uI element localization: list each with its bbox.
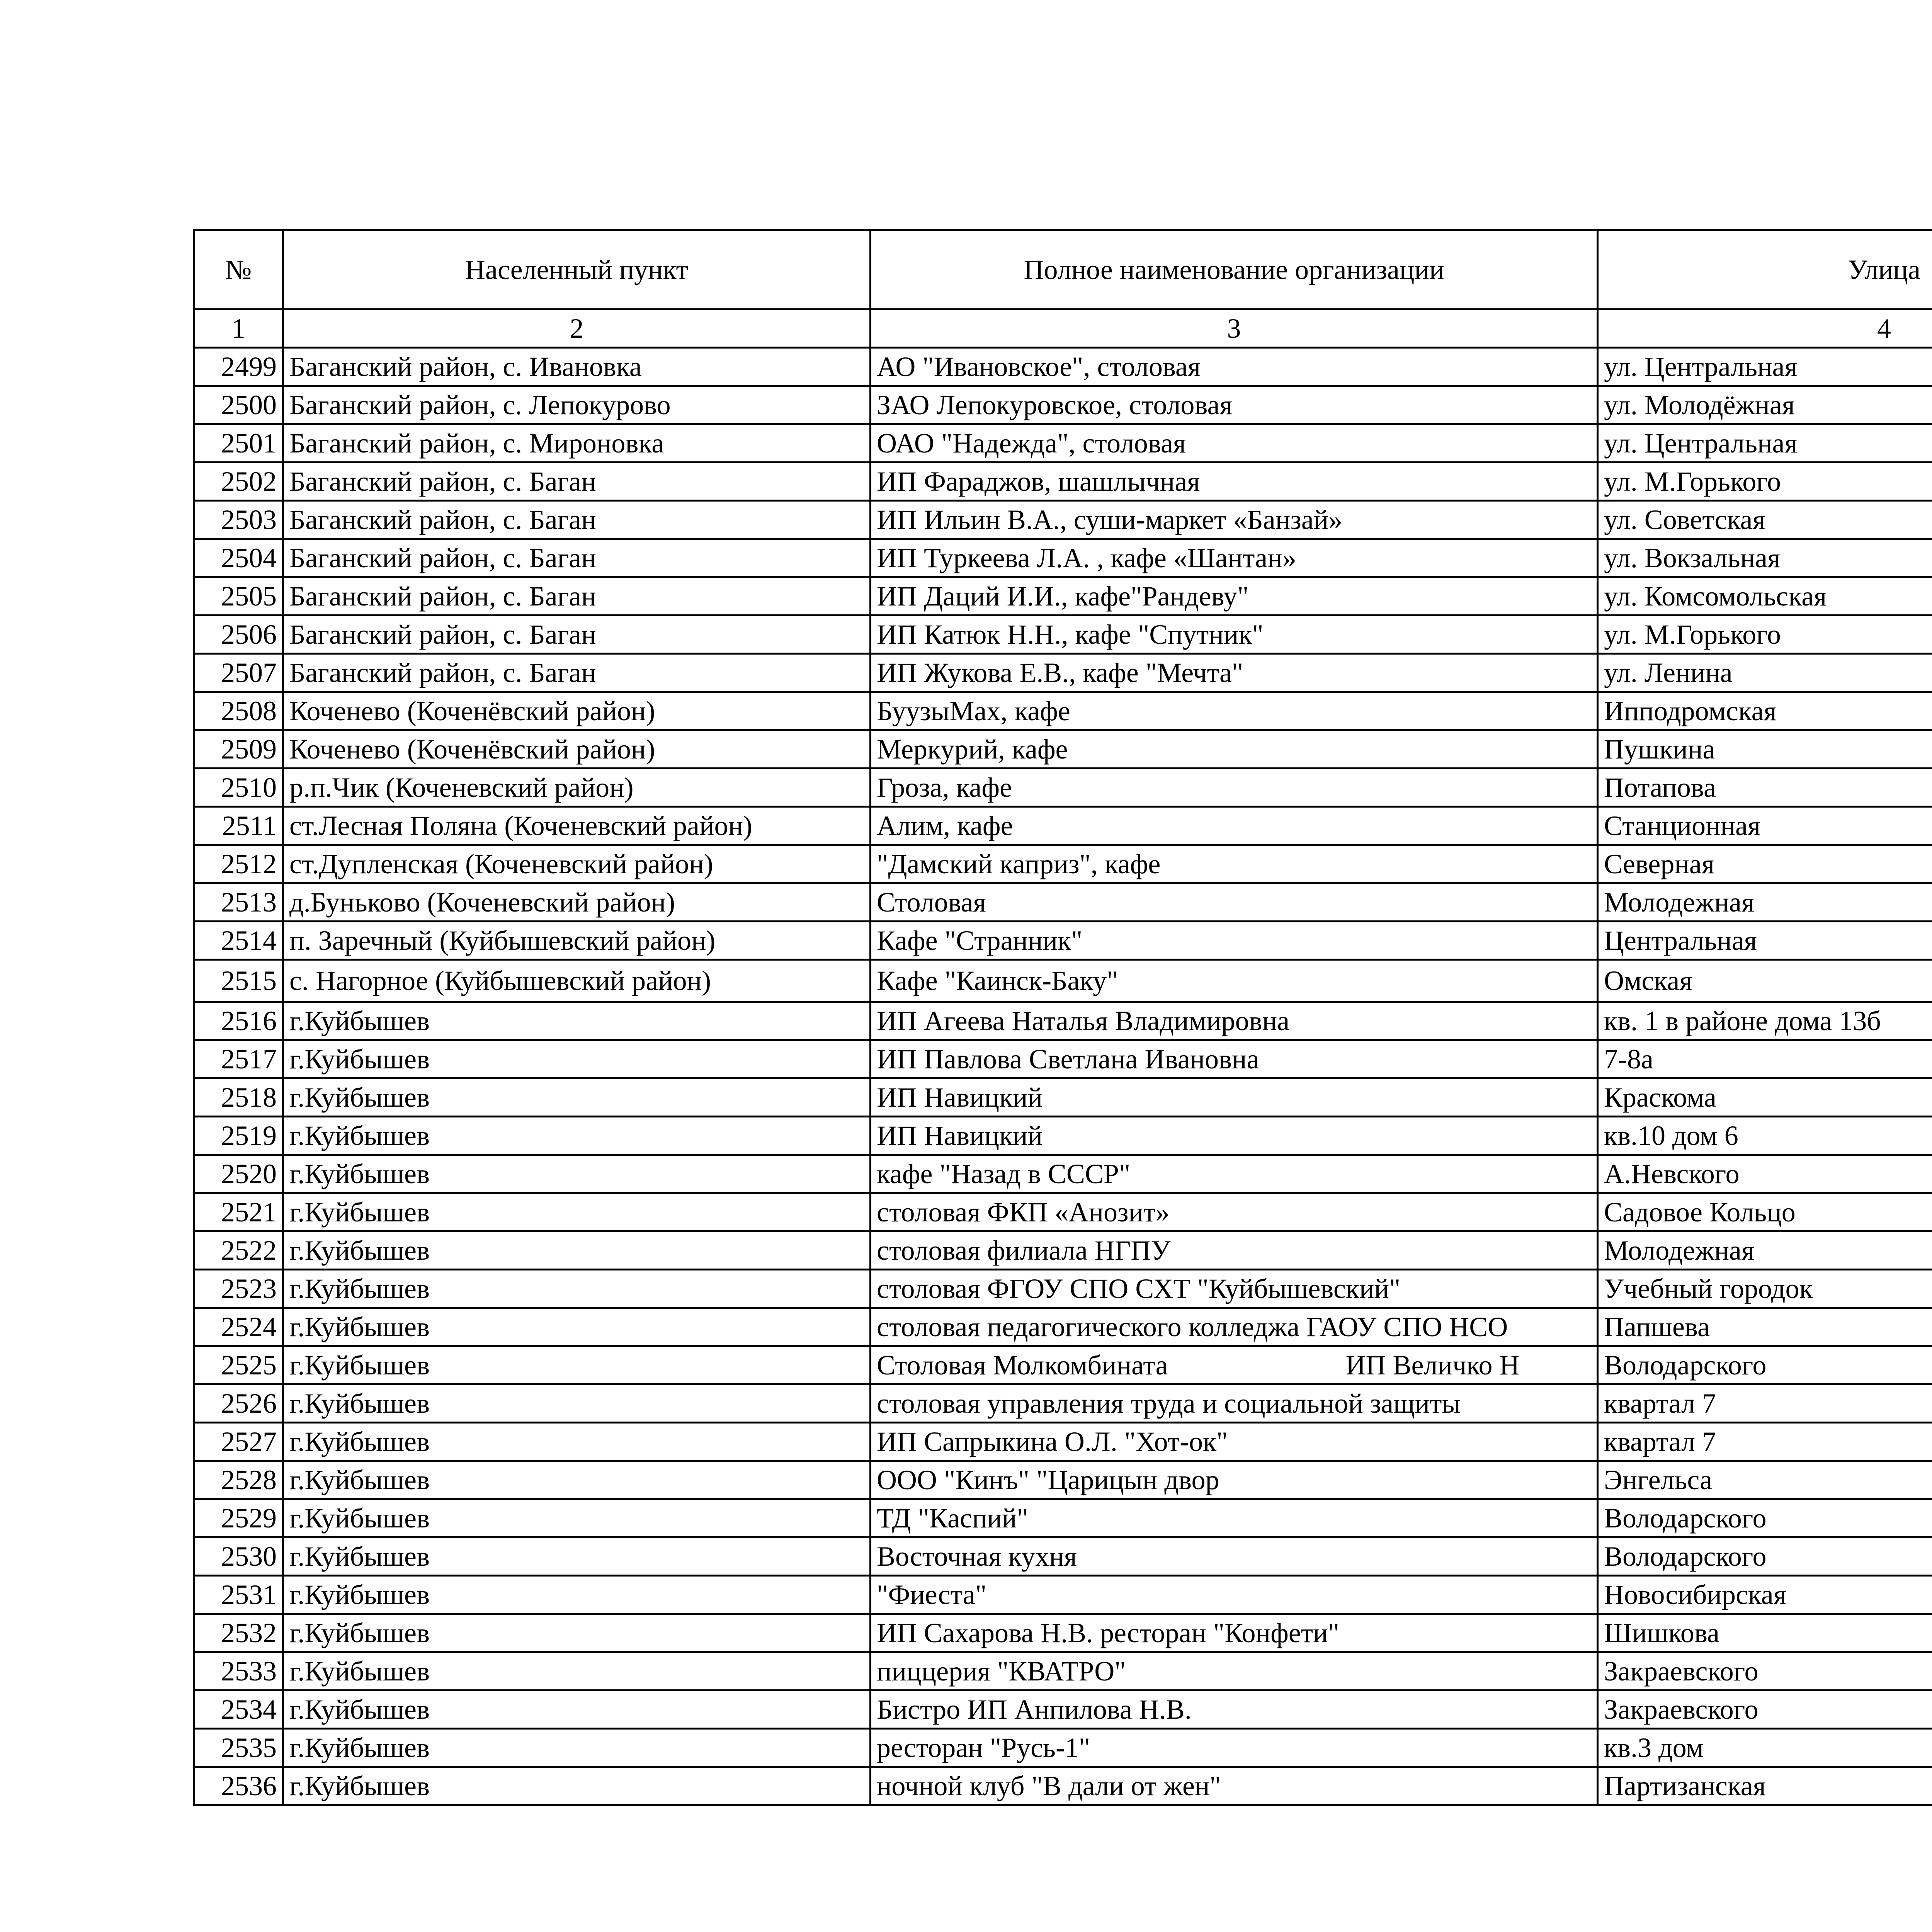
table-row <box>194 769 1932 807</box>
settlement-cell: г.Куйбышев <box>283 1537 871 1576</box>
settlement-cell: г.Куйбышев <box>283 1231 871 1270</box>
table-row <box>194 1767 1932 1805</box>
row-number-cell: 2501 <box>194 424 283 463</box>
settlement-cell: г.Куйбышев <box>283 1078 871 1117</box>
organization-cell: столовая управления труда и социальной защиты <box>871 1384 1598 1423</box>
table-row <box>194 424 1932 463</box>
street-cell: ул. Советская <box>1598 501 1932 539</box>
organization-cell: ночной клуб "В дали от жен" <box>871 1767 1598 1805</box>
row-number-cell: 2523 <box>194 1270 283 1308</box>
organization-cell: ИП Даций И.И., кафе"Рандеву" <box>871 577 1598 616</box>
street-cell: Учебный городок <box>1598 1270 1932 1308</box>
table-row <box>194 1002 1932 1040</box>
table-row <box>194 692 1932 730</box>
table-row <box>194 1231 1932 1270</box>
row-number-cell: 2516 <box>194 1002 283 1040</box>
street-cell: ул. М.Горького <box>1598 463 1932 501</box>
table-row <box>194 1384 1932 1423</box>
settlement-cell: п. Заречный (Куйбышевский район) <box>283 922 871 960</box>
table-row <box>194 654 1932 692</box>
organization-cell: столовая ФКП «Анозит» <box>871 1193 1598 1231</box>
row-number-cell: 2507 <box>194 654 283 692</box>
organization-cell: ИП Туркеева Л.А. , кафе «Шантан» <box>871 539 1598 577</box>
organization-cell: БуузыMax, кафе <box>871 692 1598 730</box>
settlement-cell: г.Куйбышев <box>283 1155 871 1193</box>
organization-cell: Гроза, кафе <box>871 769 1598 807</box>
organization-cell: пиццерия "КВАТРО" <box>871 1652 1598 1690</box>
street-cell: ул. Центральная <box>1598 348 1932 386</box>
settlement-cell: Баганский район, с. Баган <box>283 539 871 577</box>
street-cell: Садовое Кольцо <box>1598 1193 1932 1231</box>
settlement-cell: г.Куйбышев <box>283 1270 871 1308</box>
column-index-row <box>194 310 1932 348</box>
row-number-cell: 2514 <box>194 922 283 960</box>
street-cell: Молодежная <box>1598 1231 1932 1270</box>
street-cell: ул. Вокзальная <box>1598 539 1932 577</box>
row-number-cell: 2529 <box>194 1499 283 1537</box>
table-body <box>194 348 1932 1805</box>
organization-cell: ИП Сапрыкина О.Л. "Хот-ок" <box>871 1423 1598 1461</box>
organization-cell: ИП Сахарова Н.В. ресторан "Конфети" <box>871 1614 1598 1652</box>
table-row <box>194 1155 1932 1193</box>
row-number-cell: 2517 <box>194 1040 283 1078</box>
row-number-cell: 2522 <box>194 1231 283 1270</box>
organization-cell: ресторан "Русь-1" <box>871 1729 1598 1767</box>
organization-cell: ИП Фараджов, шашлычная <box>871 463 1598 501</box>
organization-cell: Алим, кафе <box>871 807 1598 845</box>
settlement-cell: Баганский район, с. Баган <box>283 501 871 539</box>
table-row <box>194 1270 1932 1308</box>
organization-cell: Кафе "Каинск-Баку" <box>871 960 1598 1002</box>
settlement-cell: г.Куйбышев <box>283 1767 871 1805</box>
settlement-cell: Баганский район, с. Баган <box>283 463 871 501</box>
organization-cell: ИП Ильин В.А., суши-маркет «Банзай» <box>871 501 1598 539</box>
settlement-cell: Баганский район, с. Мироновка <box>283 424 871 463</box>
settlement-cell: Баганский район, с. Баган <box>283 577 871 616</box>
row-number-cell: 2521 <box>194 1193 283 1231</box>
settlement-cell: г.Куйбышев <box>283 1384 871 1423</box>
street-cell: Северная <box>1598 845 1932 883</box>
street-cell: кв. 1 в районе дома 13б <box>1598 1002 1932 1040</box>
row-number-cell: 2535 <box>194 1729 283 1767</box>
document-page <box>193 229 1932 1806</box>
table-row <box>194 1461 1932 1499</box>
street-cell: Ипподромская <box>1598 692 1932 730</box>
column-index: 3 <box>871 310 1598 348</box>
table-row <box>194 1614 1932 1652</box>
settlement-cell: Баганский район, с. Ивановка <box>283 348 871 386</box>
row-number-cell: 2508 <box>194 692 283 730</box>
row-number-cell: 2527 <box>194 1423 283 1461</box>
column-index: 1 <box>194 310 283 348</box>
settlement-cell: г.Куйбышев <box>283 1652 871 1690</box>
street-cell: Станционная <box>1598 807 1932 845</box>
street-cell: Центральная <box>1598 922 1932 960</box>
table-row <box>194 1576 1932 1614</box>
table-row <box>194 1346 1932 1384</box>
table-row <box>194 1499 1932 1537</box>
street-cell: 7-8а <box>1598 1040 1932 1078</box>
settlement-cell: г.Куйбышев <box>283 1193 871 1231</box>
table-row <box>194 1308 1932 1346</box>
settlement-cell: с. Нагорное (Куйбышевский район) <box>283 960 871 1002</box>
street-cell: кв.10 дом 6 <box>1598 1117 1932 1155</box>
table-row <box>194 1423 1932 1461</box>
table-row <box>194 1078 1932 1117</box>
table-row <box>194 922 1932 960</box>
row-number-cell: 2510 <box>194 769 283 807</box>
street-cell: Папшева <box>1598 1308 1932 1346</box>
table-row <box>194 1117 1932 1155</box>
organization-cell: Восточная кухня <box>871 1537 1598 1576</box>
row-number-cell: 2533 <box>194 1652 283 1690</box>
header-street: Улица <box>1598 230 1932 310</box>
organization-cell: "Дамский каприз", кафе <box>871 845 1598 883</box>
header-number: № <box>194 230 283 310</box>
row-number-cell: 2536 <box>194 1767 283 1805</box>
row-number-cell: 2532 <box>194 1614 283 1652</box>
row-number-cell: 2531 <box>194 1576 283 1614</box>
table-row <box>194 1040 1932 1078</box>
street-cell: Потапова <box>1598 769 1932 807</box>
street-cell: Партизанская <box>1598 1767 1932 1805</box>
settlement-cell: Коченево (Коченёвский район) <box>283 692 871 730</box>
table-row <box>194 1652 1932 1690</box>
table-row <box>194 883 1932 922</box>
row-number-cell: 2511 <box>194 807 283 845</box>
street-cell: кв.3 дом <box>1598 1729 1932 1767</box>
row-number-cell: 2525 <box>194 1346 283 1384</box>
row-number-cell: 2506 <box>194 616 283 654</box>
settlement-cell: Баганский район, с. Баган <box>283 616 871 654</box>
settlement-cell: ст.Лесная Поляна (Коченевский район) <box>283 807 871 845</box>
table-row <box>194 348 1932 386</box>
organization-cell: Столовая <box>871 883 1598 922</box>
settlement-cell: Баганский район, с. Лепокурово <box>283 386 871 424</box>
row-number-cell: 2515 <box>194 960 283 1002</box>
street-cell: Закраевского <box>1598 1652 1932 1690</box>
settlement-cell: р.п.Чик (Коченевский район) <box>283 769 871 807</box>
organization-cell: ИП Агеева Наталья Владимировна <box>871 1002 1598 1040</box>
column-index: 2 <box>283 310 871 348</box>
street-cell: Шишкова <box>1598 1614 1932 1652</box>
organization-cell: АО "Ивановское", столовая <box>871 348 1598 386</box>
header-settlement: Населенный пункт <box>283 230 871 310</box>
organization-cell: ИП Катюк Н.Н., кафе "Спутник" <box>871 616 1598 654</box>
table-row <box>194 501 1932 539</box>
settlement-cell: г.Куйбышев <box>283 1002 871 1040</box>
row-number-cell: 2519 <box>194 1117 283 1155</box>
table-row <box>194 539 1932 577</box>
settlement-cell: г.Куйбышев <box>283 1040 871 1078</box>
settlement-cell: ст.Дупленская (Коченевский район) <box>283 845 871 883</box>
table-row <box>194 730 1932 769</box>
settlement-cell: г.Куйбышев <box>283 1729 871 1767</box>
settlement-cell: г.Куйбышев <box>283 1308 871 1346</box>
header-row <box>194 230 1932 310</box>
table-row <box>194 1537 1932 1576</box>
row-number-cell: 2518 <box>194 1078 283 1117</box>
street-cell: квартал 7 <box>1598 1384 1932 1423</box>
row-number-cell: 2500 <box>194 386 283 424</box>
street-cell: Молодежная <box>1598 883 1932 922</box>
row-number-cell: 2504 <box>194 539 283 577</box>
row-number-cell: 2534 <box>194 1690 283 1729</box>
organization-cell: ООО "Кинъ" "Царицын двор <box>871 1461 1598 1499</box>
street-cell: А.Невского <box>1598 1155 1932 1193</box>
organization-cell: ОАО "Надежда", столовая <box>871 424 1598 463</box>
row-number-cell: 2502 <box>194 463 283 501</box>
row-number-cell: 2505 <box>194 577 283 616</box>
settlement-cell: г.Куйбышев <box>283 1117 871 1155</box>
row-number-cell: 2526 <box>194 1384 283 1423</box>
settlement-cell: г.Куйбышев <box>283 1461 871 1499</box>
organization-cell: ТД "Каспий" <box>871 1499 1598 1537</box>
table-row <box>194 1193 1932 1231</box>
table-row <box>194 616 1932 654</box>
settlement-cell: г.Куйбышев <box>283 1576 871 1614</box>
street-cell: Энгельса <box>1598 1461 1932 1499</box>
organization-cell: Бистро ИП Анпилова Н.В. <box>871 1690 1598 1729</box>
organization-cell: ИП Жукова Е.В., кафе "Мечта" <box>871 654 1598 692</box>
settlement-cell: г.Куйбышев <box>283 1614 871 1652</box>
table-row <box>194 845 1932 883</box>
column-index: 4 <box>1598 310 1932 348</box>
street-cell: Краскома <box>1598 1078 1932 1117</box>
table-row <box>194 807 1932 845</box>
street-cell: ул. Ленина <box>1598 654 1932 692</box>
street-cell: Пушкина <box>1598 730 1932 769</box>
row-number-cell: 2513 <box>194 883 283 922</box>
settlement-cell: д.Буньково (Коченевский район) <box>283 883 871 922</box>
street-cell: Володарского <box>1598 1537 1932 1576</box>
organization-cell: Меркурий, кафе <box>871 730 1598 769</box>
organization-cell: кафе "Назад в СССР" <box>871 1155 1598 1193</box>
street-cell: Володарского <box>1598 1346 1932 1384</box>
organization-cell: ИП Павлова Светлана Ивановна <box>871 1040 1598 1078</box>
street-cell: квартал 7 <box>1598 1423 1932 1461</box>
table-row <box>194 463 1932 501</box>
street-cell: ул. Центральная <box>1598 424 1932 463</box>
street-cell: ул. Комсомольская <box>1598 577 1932 616</box>
row-number-cell: 2509 <box>194 730 283 769</box>
catering-registry-table <box>193 229 1932 1806</box>
organization-cell: ИП Навицкий <box>871 1078 1598 1117</box>
street-cell: Закраевского <box>1598 1690 1932 1729</box>
row-number-cell: 2512 <box>194 845 283 883</box>
table-row <box>194 960 1932 1002</box>
row-number-cell: 2528 <box>194 1461 283 1499</box>
street-cell: Омская <box>1598 960 1932 1002</box>
street-cell: Володарского <box>1598 1499 1932 1537</box>
table-row <box>194 386 1932 424</box>
street-cell: ул. М.Горького <box>1598 616 1932 654</box>
table-row <box>194 1729 1932 1767</box>
table-header <box>194 230 1932 348</box>
row-number-cell: 2520 <box>194 1155 283 1193</box>
street-cell: ул. Молодёжная <box>1598 386 1932 424</box>
row-number-cell: 2499 <box>194 348 283 386</box>
street-cell: Новосибирская <box>1598 1576 1932 1614</box>
settlement-cell: г.Куйбышев <box>283 1423 871 1461</box>
organization-cell <box>871 1346 1598 1384</box>
organization-cell: столовая ФГОУ СПО СХТ "Куйбышевский" <box>871 1270 1598 1308</box>
settlement-cell: Коченево (Коченёвский район) <box>283 730 871 769</box>
row-number-cell: 2530 <box>194 1537 283 1576</box>
row-number-cell: 2524 <box>194 1308 283 1346</box>
organization-cell: Кафе "Странник" <box>871 922 1598 960</box>
settlement-cell: Баганский район, с. Баган <box>283 654 871 692</box>
organization-cell: ЗАО Лепокуровское, столовая <box>871 386 1598 424</box>
settlement-cell: г.Куйбышев <box>283 1346 871 1384</box>
settlement-cell: г.Куйбышев <box>283 1690 871 1729</box>
organization-cell: столовая педагогического колледжа ГАОУ СПО НСО <box>871 1308 1598 1346</box>
row-number-cell: 2503 <box>194 501 283 539</box>
organization-cell: ИП Навицкий <box>871 1117 1598 1155</box>
organization-name: Столовая Молкомбината <box>877 1350 1168 1381</box>
settlement-cell: г.Куйбышев <box>283 1499 871 1537</box>
organization-cell: столовая филиала НГПУ <box>871 1231 1598 1270</box>
table-row <box>194 1690 1932 1729</box>
organization-cell: "Фиеста" <box>871 1576 1598 1614</box>
header-organization: Полное наименование организации <box>871 230 1598 310</box>
table-row <box>194 577 1932 616</box>
organization-extra: ИП Величко Н <box>1345 1350 1520 1381</box>
